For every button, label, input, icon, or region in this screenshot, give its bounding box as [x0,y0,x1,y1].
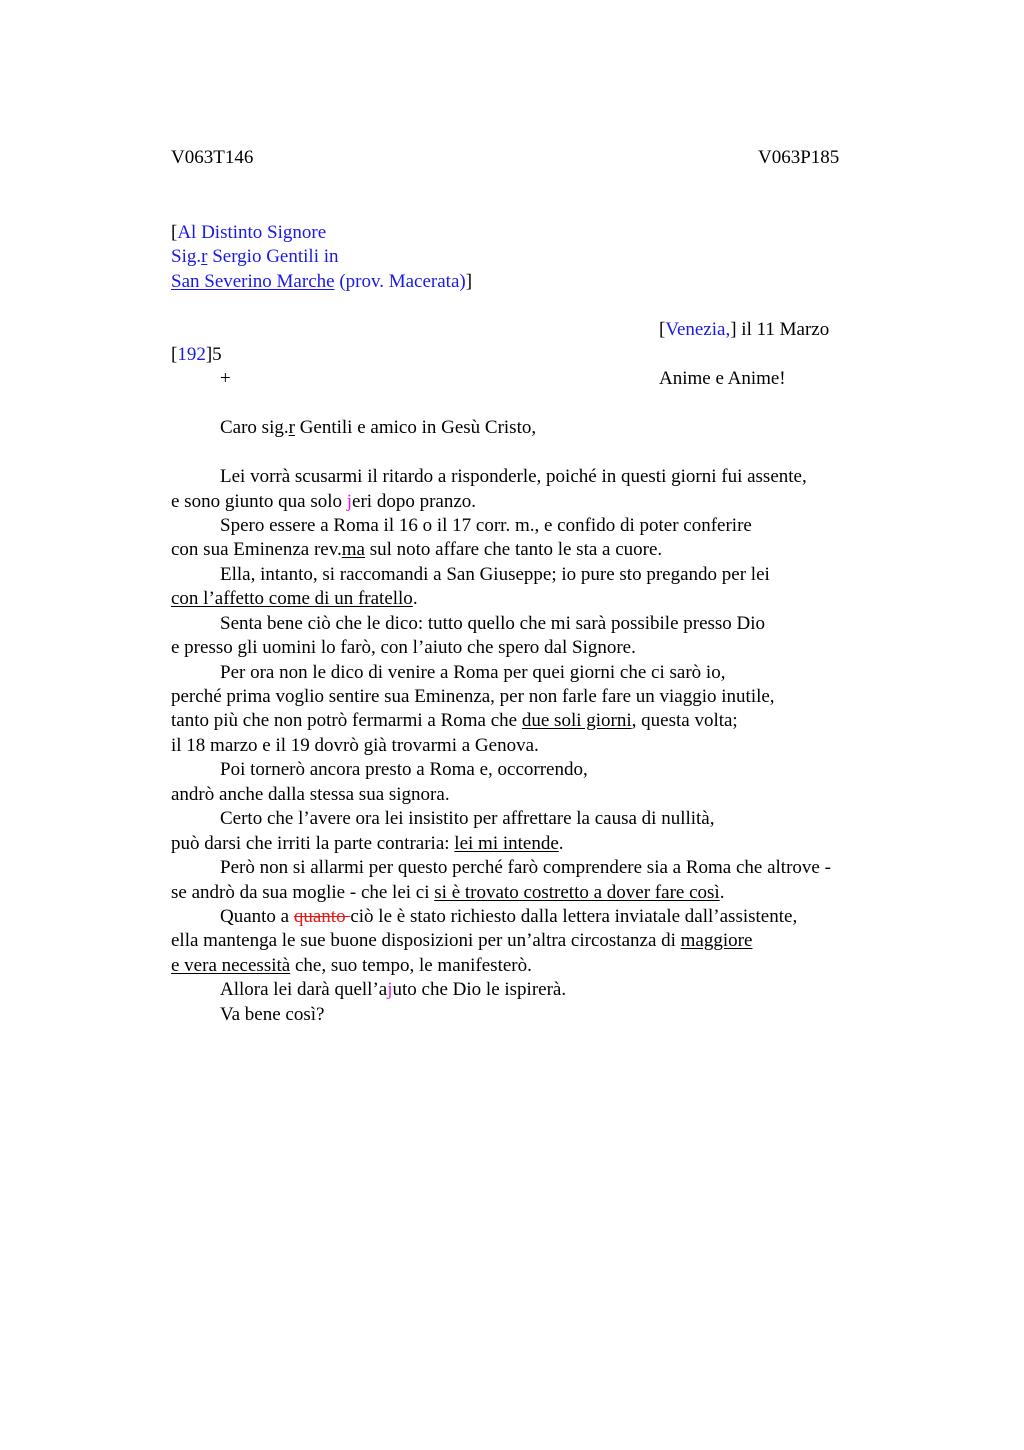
deleted-word: quanto [293,906,351,927]
body-line: Senta bene ciò che le dico: tutto quello che mi sarà possibile presso Dio [220,613,766,634]
salutation: Caro sig.r Gentili e amico in Gesù Cristo, [220,417,537,438]
body-line: e sono giunto qua solo jeri dopo pranzo. [171,491,477,512]
document-code-left: V063T146 [171,147,254,168]
body-line: andrò anche dalla stessa sua signora. [171,784,450,805]
address-line-1: [Al Distinto Signore [171,222,327,243]
body-line: e vera necessità che, suo tempo, le manifesterò. [171,955,532,976]
body-line: Allora lei darà quell’ajuto che Dio le ispirerà. [220,979,567,1000]
body-line: Quanto a quanto ciò le è stato richiesto dalla lettera inviatale dall’assistente, [220,906,798,927]
cross-symbol: + [220,368,231,389]
dateline: [Venezia,] il 11 Marzo [659,319,830,340]
body-line: con l’affetto come di un fratello. [171,588,418,609]
body-line: Certo che l’avere ora lei insistito per affrettare la causa di nullità, [220,808,715,829]
document-code-right: V063P185 [758,147,840,168]
body-line: può darsi che irriti la parte contraria: lei mi intende. [171,833,564,854]
body-line: con sua Eminenza rev.ma sul noto affare che tanto le sta a cuore. [171,539,663,560]
body-line: Ella, intanto, si raccomandi a San Giuseppe; io pure sto pregando per lei [220,564,770,585]
body-line: Però non si allarmi per questo perché farò comprendere sia a Roma che altrove - [220,857,831,878]
body-line: se andrò da sua moglie - che lei ci si è trovato costretto a dover fare così. [171,882,725,903]
address-line-2: Sig.r Sergio Gentili in [171,246,339,267]
body-line: perché prima voglio sentire sua Eminenza, per non farle fare un viaggio inutile, [171,686,775,707]
body-line: il 18 marzo e il 19 dovrò già trovarmi a Genova. [171,735,539,756]
dateline-year: [192]5 [171,344,222,365]
body-line: Lei vorrà scusarmi il ritardo a risponderle, poiché in questi giorni fui assente, [220,466,807,487]
body-line: tanto più che non potrò fermarmi a Roma che due soli giorni, questa volta; [171,710,738,731]
body-line: Poi tornerò ancora presto a Roma e, occorrendo, [220,759,588,780]
body-line: Va bene così? [220,1004,325,1025]
motto: Anime e Anime! [659,368,786,389]
body-line: Per ora non le dico di venire a Roma per quei giorni che ci sarò io, [220,662,726,683]
body-line: ella mantenga le sue buone disposizioni per un’altra circostanza di maggiore [171,930,753,951]
body-line: e presso gli uomini lo farò, con l’aiuto che spero dal Signore. [171,637,636,658]
body-line: Spero essere a Roma il 16 o il 17 corr. m., e confido di poter conferire [220,515,752,536]
address-line-3: San Severino Marche (prov. Macerata)] [171,271,473,292]
